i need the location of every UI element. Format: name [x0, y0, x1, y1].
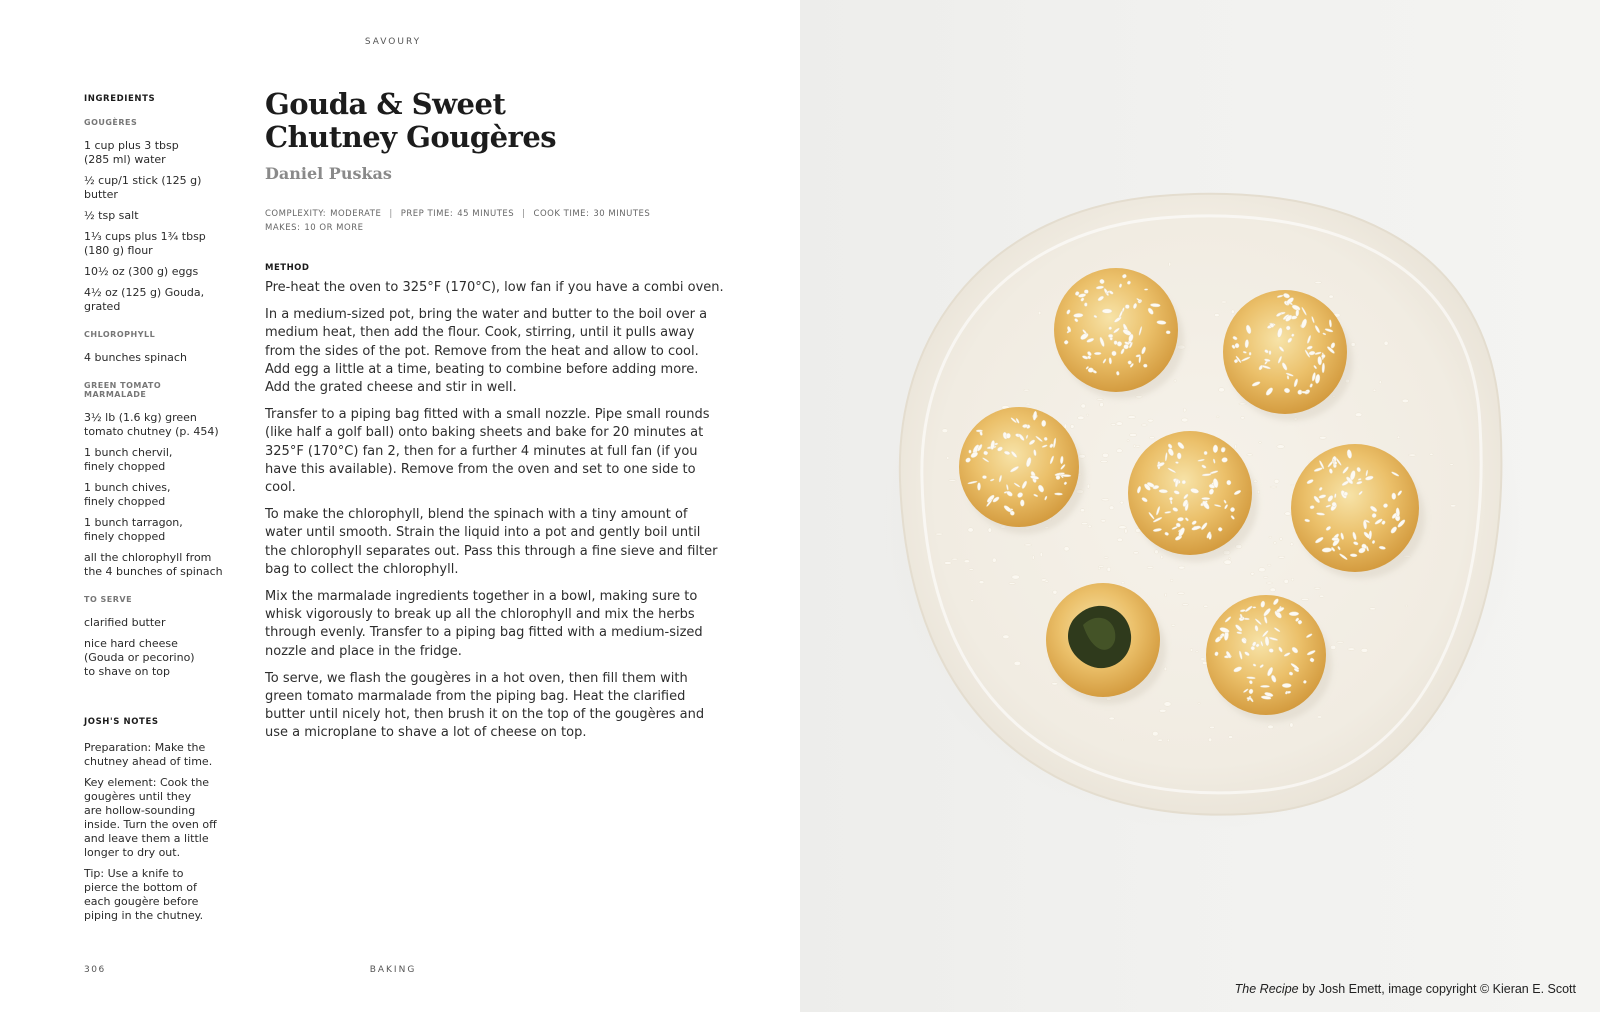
method-step: To make the chlorophyll, blend the spinach with a tiny amount of water until smooth. Strain the liquid into a pot and gently boil until the chlorophyll separates out. Pass this through a fine sieve and filter bag to collect the chlorophyll.	[265, 507, 718, 577]
notes-column	[84, 717, 224, 930]
photo-page	[800, 0, 1600, 1012]
method-step: To serve, we flash the gougères in a hot oven, then fill them with green tomato marmalade from the piping bag. Heat the clarified butter until nicely hot, then brush it on the top of the gougères and use a microplane to shave a lot of cheese on top.	[265, 670, 705, 741]
caption-book-title: The Recipe	[1234, 982, 1299, 996]
ingredient-item: 1 bunch chervil, finely chopped	[84, 446, 173, 473]
method-heading: METHOD	[265, 263, 310, 273]
cook-label: COOK TIME:	[533, 209, 590, 219]
cook-value: 30 MINUTES	[593, 209, 651, 219]
notes-heading: JOSH'S NOTES	[84, 717, 159, 727]
section-title: GREEN TOMATO MARMALADE	[84, 381, 162, 399]
meta-separator: |	[522, 209, 526, 219]
prep-label: PREP TIME:	[400, 209, 454, 219]
section-title: CHLOROPHYLL	[84, 330, 156, 339]
ingredient-item: 3½ lb (1.6 kg) green tomato chutney (p. 454)	[84, 411, 219, 438]
complexity-value: MODERATE	[330, 209, 382, 219]
method-step: Mix the marmalade ingredients together in a bowl, making sure to whisk vigorously to break up all the chlorophyll and mix the herbs through evenly. Transfer to a piping bag fitted with a medium-sized nozzle and place in the fridge.	[265, 589, 703, 659]
ingredient-section-gougeres	[84, 118, 224, 314]
note-item: Tip: Use a knife to pierce the bottom of each gougère before piping in the chutney.	[84, 867, 204, 922]
ingredient-item: ½ tsp salt	[84, 209, 139, 222]
ingredient-section-marmalade	[84, 381, 224, 579]
recipe-main	[265, 88, 725, 752]
ingredient-item: nice hard cheese (Gouda or pecorino) to shave on top	[84, 637, 195, 678]
ingredient-item: 1⅓ cups plus 1¾ tbsp (180 g) flour	[84, 230, 206, 257]
ingredient-section-to-serve	[84, 595, 224, 679]
page-number: 306	[84, 965, 106, 975]
recipe-author: Daniel Puskas	[265, 164, 392, 183]
prep-value: 45 MINUTES	[457, 209, 515, 219]
makes-label: MAKES:	[265, 223, 301, 233]
food-photo	[800, 0, 1600, 1012]
recipe-meta	[265, 207, 725, 235]
note-item: Key element: Cook the gougères until they are hollow-sounding inside. Turn the oven off and leave them a little longer to dry out.	[84, 776, 217, 859]
ingredients-heading: INGREDIENTS	[84, 94, 156, 104]
makes-value: 10 OR MORE	[304, 223, 364, 233]
note-item: Preparation: Make the chutney ahead of time.	[84, 741, 213, 768]
ingredient-item: 10½ oz (300 g) eggs	[84, 265, 199, 278]
recipe-title: Gouda & Sweet Chutney Gougères	[265, 87, 557, 154]
ingredient-item: 1 bunch chives, finely chopped	[84, 481, 171, 508]
ingredient-item: ½ cup/1 stick (125 g) butter	[84, 174, 202, 201]
ingredient-item: 1 bunch tarragon, finely chopped	[84, 516, 183, 543]
ingredient-item: all the chlorophyll from the 4 bunches of spinach	[84, 551, 223, 578]
ingredient-section-chlorophyll	[84, 330, 224, 365]
ingredient-item: 1 cup plus 3 tbsp (285 ml) water	[84, 139, 179, 166]
meta-line-1	[265, 207, 725, 221]
section-title: GOUGÈRES	[84, 118, 138, 127]
method-step: In a medium-sized pot, bring the water and butter to the boil over a medium heat, then add the flour. Cook, stirring, until it pulls away from the sides of the pot. Remove from the heat and allow to cool. Add egg a little at a time, beating to combine before adding more. Add the grated cheese and stir in well.	[265, 307, 708, 396]
image-credit-caption	[1235, 982, 1576, 996]
meta-separator: |	[389, 209, 393, 219]
running-head: SAVOURY	[364, 37, 422, 47]
method-step: Pre-heat the oven to 325°F (170°C), low fan if you have a combi oven.	[265, 280, 724, 295]
complexity-label: COMPLEXITY:	[265, 209, 327, 219]
ingredient-item: 4 bunches spinach	[84, 351, 187, 364]
ingredient-item: clarified butter	[84, 616, 166, 629]
ingredients-column	[84, 94, 224, 695]
method-step: Transfer to a piping bag fitted with a small nozzle. Pipe small rounds (like half a golf ball) onto baking sheets and bake for 20 minutes at 325°F (170°C) fan 2, then for a further 4 minutes at full fan (if you have this available). Remove from the oven and set to one side to cool.	[265, 407, 710, 496]
ingredient-item: 4½ oz (125 g) Gouda, grated	[84, 286, 205, 313]
running-foot: BAKING	[369, 965, 417, 975]
caption-credit: by Josh Emett, image copyright © Kieran E. Scott	[1298, 982, 1576, 996]
section-title: TO SERVE	[84, 595, 133, 604]
meta-line-2	[265, 221, 725, 235]
